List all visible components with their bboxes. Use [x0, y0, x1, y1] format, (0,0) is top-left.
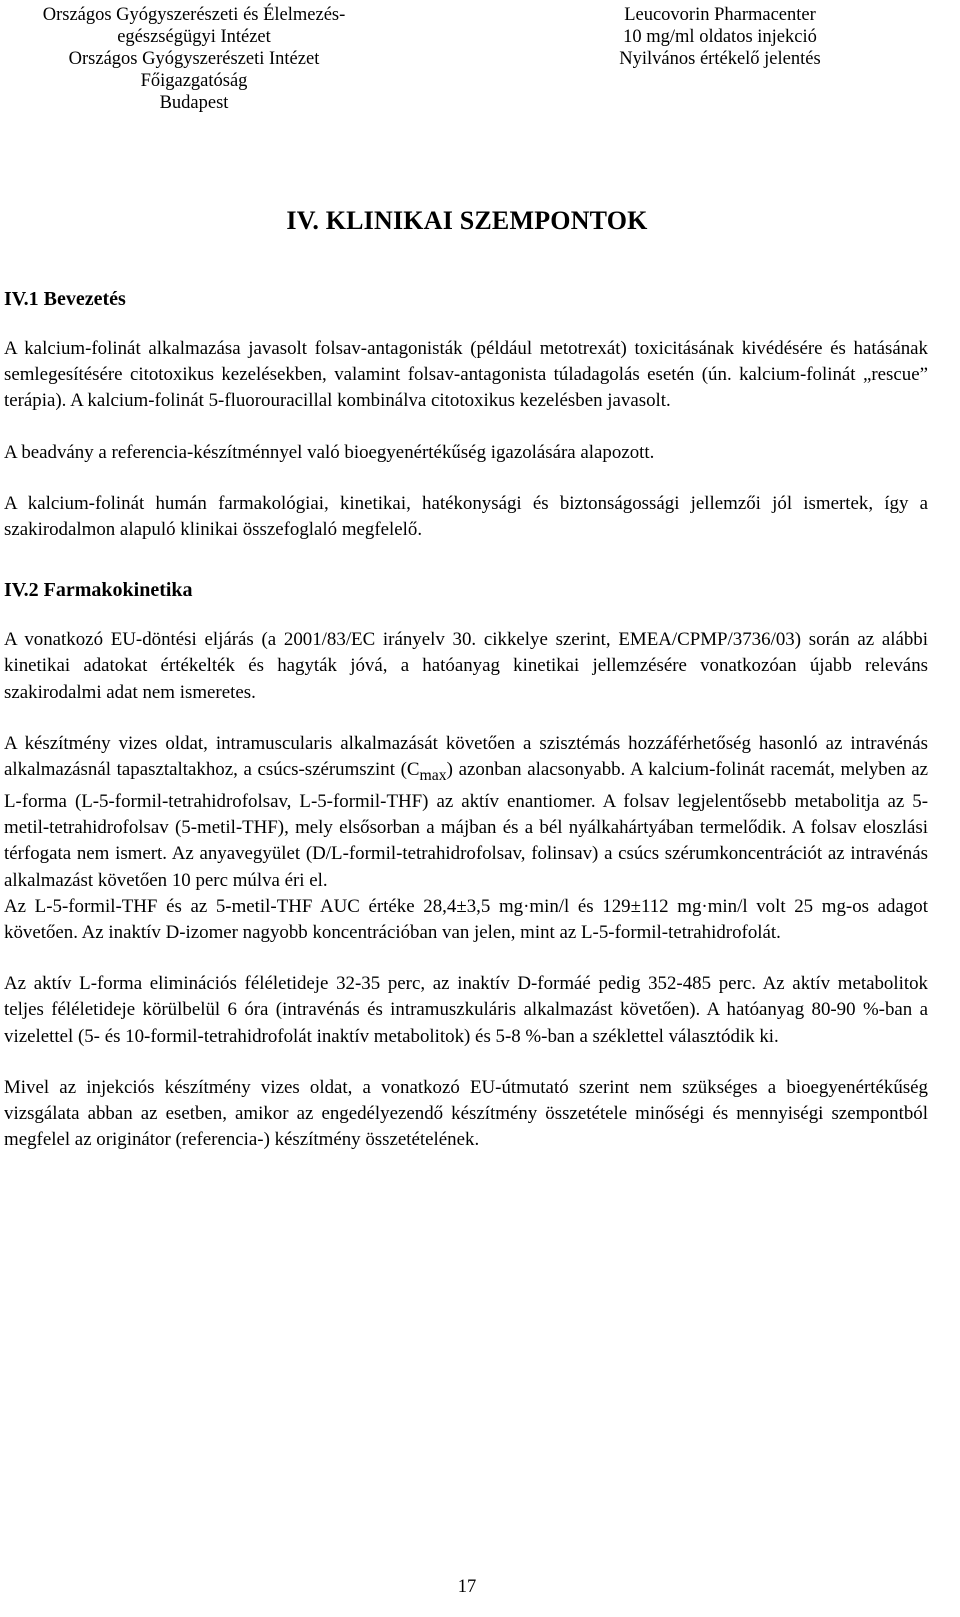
header-product-block [560, 4, 880, 70]
header-agency-line: egészségügyi Intézet [117, 27, 271, 47]
chapter-title: IV. KLINIKAI SZEMPONTOK [286, 206, 648, 235]
header-product-line: Nyilvános értékelő jelentés [619, 49, 821, 69]
header-agency-line: Budapest [159, 93, 229, 113]
section-heading-introduction: IV.1 Bevezetés [4, 288, 126, 310]
header-agency-line: Országos Gyógyszerészeti Intézet [68, 49, 320, 69]
section-heading-pharmacokinetics: IV.2 Farmakokinetika [4, 579, 193, 602]
paragraph-text: A készítmény vizes oldat, intramuscularis alkalmazását követően a szisztémás hozzáférhetőség hasonló az intravénás alkalmazásnál tapasztaltakhoz, a csúcs-szérumszint (C [4, 732, 928, 781]
paragraph: A kalcium-folinát humán farmakológiai, kinetikai, hatékonysági és biztonságossági jellemzői jól ismertek, így a szakirodalmon alapuló klinikai összefoglaló megfelelő. [4, 492, 928, 541]
paragraph: Az L-5-formil-THF és az 5-metil-THF AUC értéke 28,4±3,5 mg·min/l és 129±112 mg·min/l volt 25 mg-os adagot követően. Az inaktív D-izomer nagyobb koncentrációban van jelen, mint az L-5-formil-tetrahidrofolát. [4, 895, 928, 944]
paragraph: A vonatkozó EU-döntési eljárás (a 2001/83/EC irányelv 30. cikkelye szerint, EMEA/CPMP/3736/03) során az alábbi kinetikai adatokat értékelték és hagyták jóvá, a hatóanyag kinetikai jellemzésére vonatkozóan újabb releváns szakirodalmi adat nem ismeretes. [4, 629, 928, 703]
paragraph-cmax [4, 731, 928, 894]
paragraph: A beadvány a referencia-készítménnyel való bioegyenértékűség igazolására alapozott. [4, 441, 655, 463]
subscript-max: max [419, 766, 447, 784]
document-body [4, 286, 928, 1153]
header-agency-line: Országos Gyógyszerészeti és Élelmezés- [42, 5, 346, 25]
paragraph-text: ) azonban alacsonyabb. A kalcium-folinát racemát, melyben az L-forma (L-5-formil-tetrahidrofolsav, L-5-formil-THF) az aktív enantiomer. A folsav legjelentősebb metabolitja az 5-metil-tetrahidrofolsav (5-metil-THF), mely elsősorban a májban és a bél nyálkahártyában termelődik. A folsav eloszlási térfogata nem ismert. Az anyavegyület (D/L-formil-tetrahidrofolsav, folinsav) a csúcs szérumkoncentrációt az intravénás alkalmazást követően 10 perc múlva éri el. [4, 759, 928, 891]
paragraph: Az aktív L-forma eliminációs féléletideje 32-35 perc, az inaktív D-formáé pedig 352-485 perc. Az aktív metabolitok teljes féléletideje körülbelül 6 óra (intravénás és intramuszkuláris alkalmazást követően). A hatóanyag 80-90 %-ban a vizelettel (5- és 10-formil-tetrahidrofolát inaktív metabolitok) és 5-8 %-ban a széklettel választódik ki. [4, 973, 928, 1047]
paragraph: Mivel az injekciós készítmény vizes oldat, a vonatkozó EU-útmutató szerint nem szükséges a bioegyenértékűség vizsgálata abban az esetben, amikor az engedélyezendő készítmény összetétele minőségi és mennyiségi szempontból megfelel az originátor (referencia-) készítmény összetételének. [4, 1076, 928, 1151]
header-product-line: Leucovorin Pharmacenter [624, 5, 816, 25]
paragraph: A kalcium-folinát alkalmazása javasolt folsav-antagonisták (például metotrexát) toxicitásának kivédésére és hatásának semlegesítésére citotoxikus kezelésekben, valamint folsav-antagonista túladagolás esetén (ún. kalcium-folinát „rescue” terápia). A kalcium-folinát 5-fluorouracillal kombinálva citotoxikus kezelésben javasolt. [4, 338, 928, 412]
header-product-line: 10 mg/ml oldatos injekció [623, 27, 817, 47]
header-agency-line: Főigazgatóság [140, 71, 248, 91]
header-agency-block [4, 4, 384, 114]
page-number: 17 [457, 1577, 477, 1597]
